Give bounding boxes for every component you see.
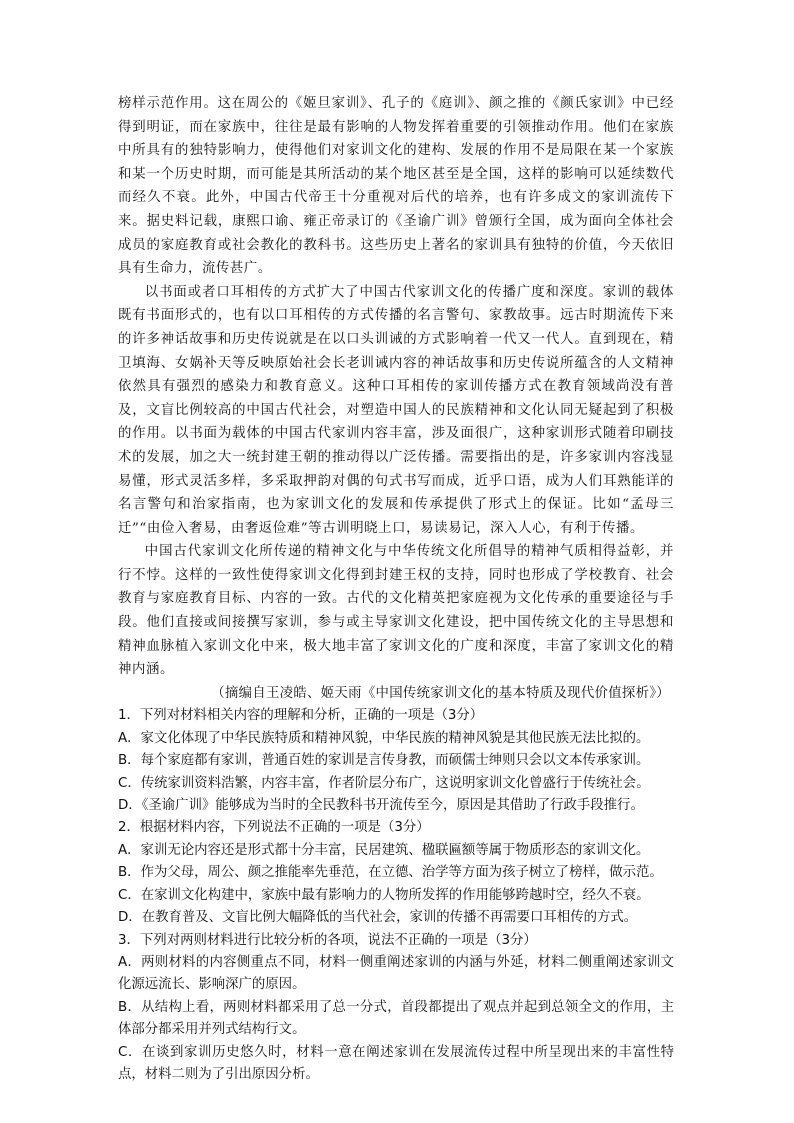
passage-source: （摘编自王凌皓、姬天雨《中国传统家训文化的基本特质及现代价值探析》） [211,685,670,701]
option-d: D．在教育普及、文盲比例大幅降低的当代社会，家训的传播不再需要口耳相传的方式。 [118,910,638,926]
question-stem: 3．下列对两则材料进行比较分析的各项，说法不正确的一项是（3分） [118,932,537,948]
exam-page [118,92,674,1086]
question-2 [118,817,674,929]
passage-paragraph-1: 榜样示范作用。这在周公的《姬旦家训》、孔子的《庭训》、颜之推的《颜氏家训》中已经得到明证，而在家族中，往往是最有影响的人物发挥着重要的引领推动作用。他们在家族中所具有的独特影响力，使得他们对家训文化的建构、发展的作用不是局限在某一个家族和某一个历史时期，而可能是其所活动的某个地区甚至是全国，这样的影响可以延续数代而经久不衰。此外，中国古代帝王十分重视对后代的培养，也有许多成文的家训流传下来。据史料记载，康熙口谕、雍正帝录订的《圣谕广训》曾颁行全国，成为面向全体社会成员的家庭教育或社会教化的教科书。这些历史上著名的家训具有独特的价值，今天依旧具有生命力，流传甚广。 [118,96,674,277]
passage-paragraph-3: 中国古代家训文化所传递的精神文化与中华传统文化所倡导的精神气质相得益彰，并行不悖。这样的一致性使得家训文化得到封建王权的支持，同时也形成了学校教育、社会教育与家庭教育目标、内容的一致。古代的文化精英把家庭视为文化传承的重要途径与手段。他们直接或间接撰写家训，参与或主导家训文化建设，把中国传统文化的主导思想和精神血脉植入家训文化中来，极大地丰富了家训文化的广度和深度，丰富了家训文化的精神内涵。 [118,544,674,678]
option-c: C．传统家训资料浩繁，内容丰富，作者阶层分布广，这说明家训文化曾盛行于传统社会。 [118,775,650,791]
passage-paragraph-2: 以书面或者口耳相传的方式扩大了中国古代家训文化的传播广度和深度。家训的载体既有书面形式的，也有以口耳相传的方式传播的名言警句、家教故事。远古时期流传下来的许多神话故事和历史传说就是在以口头训诫的方式影响着一代又一代人。直到现在，精卫填海、女娲补天等反映原始社会长老训诫内容的神话故事和历史传说所蕴含的人文精神依然具有强烈的感染力和教育意义。这种口耳相传的家训传播方式在教育领域尚没有普及，文盲比例较高的中国古代社会，对塑造中国人的民族精神和文化认同无疑起到了积极的作用。以书面为载体的中国古代家训内容丰富，涉及面很广，这种家训形式随着印刷技术的发展，加之大一统封建王朝的推动得以广泛传播。需要指出的是，许多家训内容浅显易懂，形式灵活多样，多采取押韵对偶的句式书写而成，近乎口语，成为人们耳熟能详的名言警句和治家指南，也为家训文化的发展和传承提供了形式上的保证。比如“孟母三迁”“由俭入奢易，由奢返俭难”等古训明晓上口，易读易记，深入人心，有利于传播。 [118,284,674,536]
option-a: A．家文化体现了中华民族特质和精神风貌，中华民族的精神风貌是其他民族无法比拟的。 [118,730,650,746]
question-stem: 2．根据材料内容，下列说法不正确的一项是（3分） [118,820,430,836]
option-a: A．家训无论内容还是形式都十分丰富，民居建筑、楹联匾额等属于物质形态的家训文化。 [118,842,650,858]
option-c: C．在家训文化构建中，家族中最有影响力的人物所发挥的作用能够跨越时空，经久不衰。 [118,887,650,903]
option-b: B．从结构上看，两则材料都采用了总一分式，首段都提出了观点并起到总领全文的作用，主体部分都采用并列式结构行文。 [118,999,674,1038]
option-d: D．《圣谕广训》能够成为当时的全民教科书开流传至今，原因是其借助了行政手段推行。 [118,798,644,814]
option-c: C．在谈到家训历史悠久时，材料一意在阐述家训在发展流传过程中所呈现出来的丰富性特点，材料二则为了引出原因分析。 [118,1044,674,1082]
option-b: B．作为父母，周公、颜之推能率先垂范，在立德、治学等方面为孩子树立了榜样，做示范。 [118,865,663,881]
option-a: A．两则材料的内容侧重点不同，材料一侧重阐述家训的内涵与外延，材料二侧重阐述家训文化源远流长、影响深广的原因。 [118,954,674,993]
question-stem: 1．下列对材料相关内容的理解和分析，正确的一项是（3分） [118,708,484,724]
option-b: B．每个家庭都有家训，普通百姓的家训是言传身教，而硕儒士绅则只会以文本传承家训。 [118,753,650,769]
question-1 [118,705,674,817]
question-3 [118,930,674,1087]
